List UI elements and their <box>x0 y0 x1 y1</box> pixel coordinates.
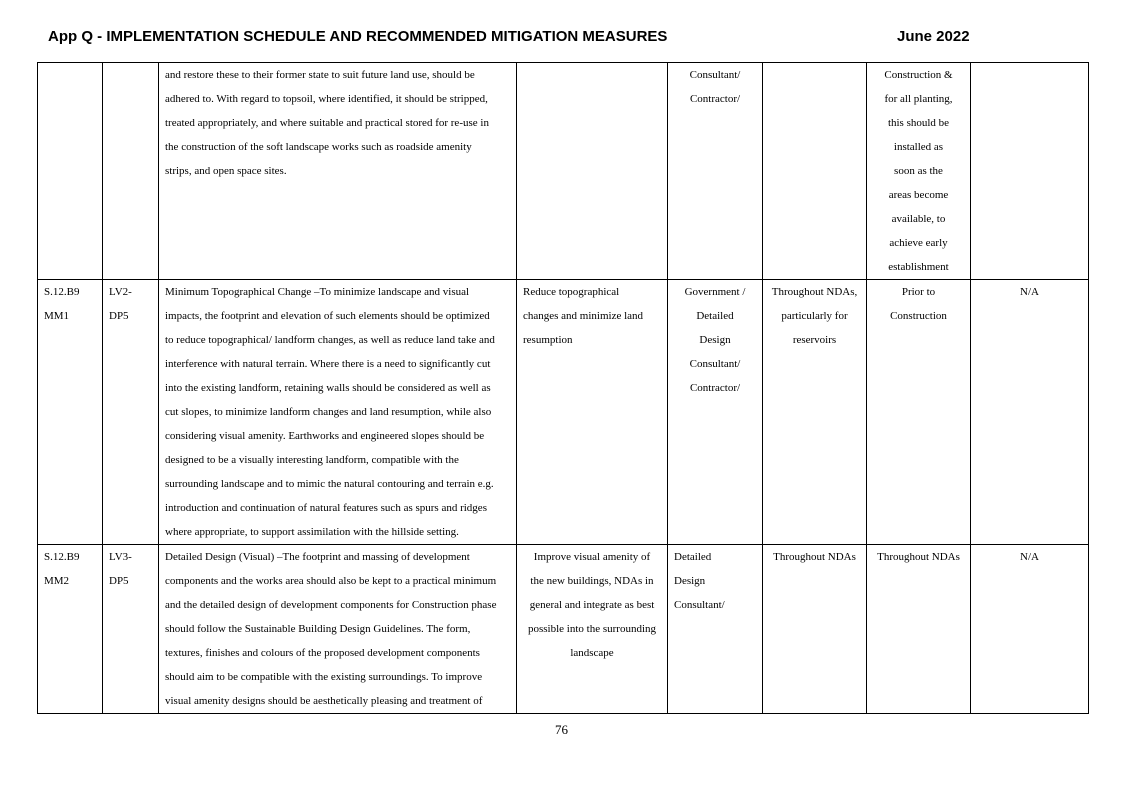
mitigation-measure-cell: Minimum Topographical Change –To minimize landscape and visual impacts, the footprint and elevation of such elements should be optimized to reduce topographical/ landform changes, as well as reduce land take and interference with natural terrain. Where there is a need to significantly cut into the existing landform, retaining walls should be considered as well as cut slopes, to minimize landform changes and land resumption, while also considering visual amenity. Earthworks and engineered slopes should be designed to be a visually interesting landform, compatible with the surrounding landscape and to mimic the natural contouring and terrain e.g. introduction and continuation of natural features such as spurs and ridges where appropriate, to support assimilation with the hillside setting. <box>159 280 517 545</box>
eia-ref-cell: S.12.B9 MM2 <box>38 545 103 714</box>
location-cell: Throughout NDAs <box>763 545 867 714</box>
objective-cell: Reduce topographical changes and minimize land resumption <box>517 280 668 545</box>
location-cell: Throughout NDAs, particularly for reservoirs <box>763 280 867 545</box>
requirement-cell: N/A <box>971 280 1089 545</box>
table-row <box>38 63 1089 280</box>
table-row <box>38 280 1089 545</box>
document-date: June 2022 <box>897 28 970 45</box>
measure-code-cell: LV2- DP5 <box>103 280 159 545</box>
measure-code-cell: LV3- DP5 <box>103 545 159 714</box>
page-number: 76 <box>555 722 568 737</box>
implementation-agent-cell: Detailed Design Consultant/ <box>668 545 763 714</box>
requirement-cell: N/A <box>971 545 1089 714</box>
timing-cell: Throughout NDAs <box>867 545 971 714</box>
implementation-schedule-table <box>37 62 1089 714</box>
objective-cell <box>517 63 668 280</box>
mitigation-measure-cell: Detailed Design (Visual) –The footprint and massing of development components and the works area should also be kept to a practical minimum and the detailed design of development components for Construction phase should follow the Sustainable Building Design Guidelines. The form, textures, finishes and colours of the proposed development components should aim to be compatible with the existing surroundings. To improve visual amenity designs should be aesthetically pleasing and treatment of <box>159 545 517 714</box>
timing-cell: Prior to Construction <box>867 280 971 545</box>
table-row <box>38 545 1089 714</box>
eia-ref-cell: S.12.B9 MM1 <box>38 280 103 545</box>
implementation-agent-cell: Consultant/ Contractor/ <box>668 63 763 280</box>
eia-ref-cell <box>38 63 103 280</box>
mitigation-measure-cell: and restore these to their former state to suit future land use, should be adhered to. With regard to topsoil, where identified, it should be stripped, treated appropriately, and where suitable and practical stored for re-use in the construction of the soft landscape works such as roadside amenity strips, and open space sites. <box>159 63 517 280</box>
implementation-agent-cell: Government / Detailed Design Consultant/ Contractor/ <box>668 280 763 545</box>
objective-cell: Improve visual amenity of the new buildings, NDAs in general and integrate as best possible into the surrounding landscape <box>517 545 668 714</box>
requirement-cell <box>971 63 1089 280</box>
location-cell <box>763 63 867 280</box>
measure-code-cell <box>103 63 159 280</box>
timing-cell: Construction & for all planting, this should be installed as soon as the areas become available, to achieve early establishment <box>867 63 971 280</box>
document-title: App Q - IMPLEMENTATION SCHEDULE AND RECOMMENDED MITIGATION MEASURES <box>48 28 668 45</box>
